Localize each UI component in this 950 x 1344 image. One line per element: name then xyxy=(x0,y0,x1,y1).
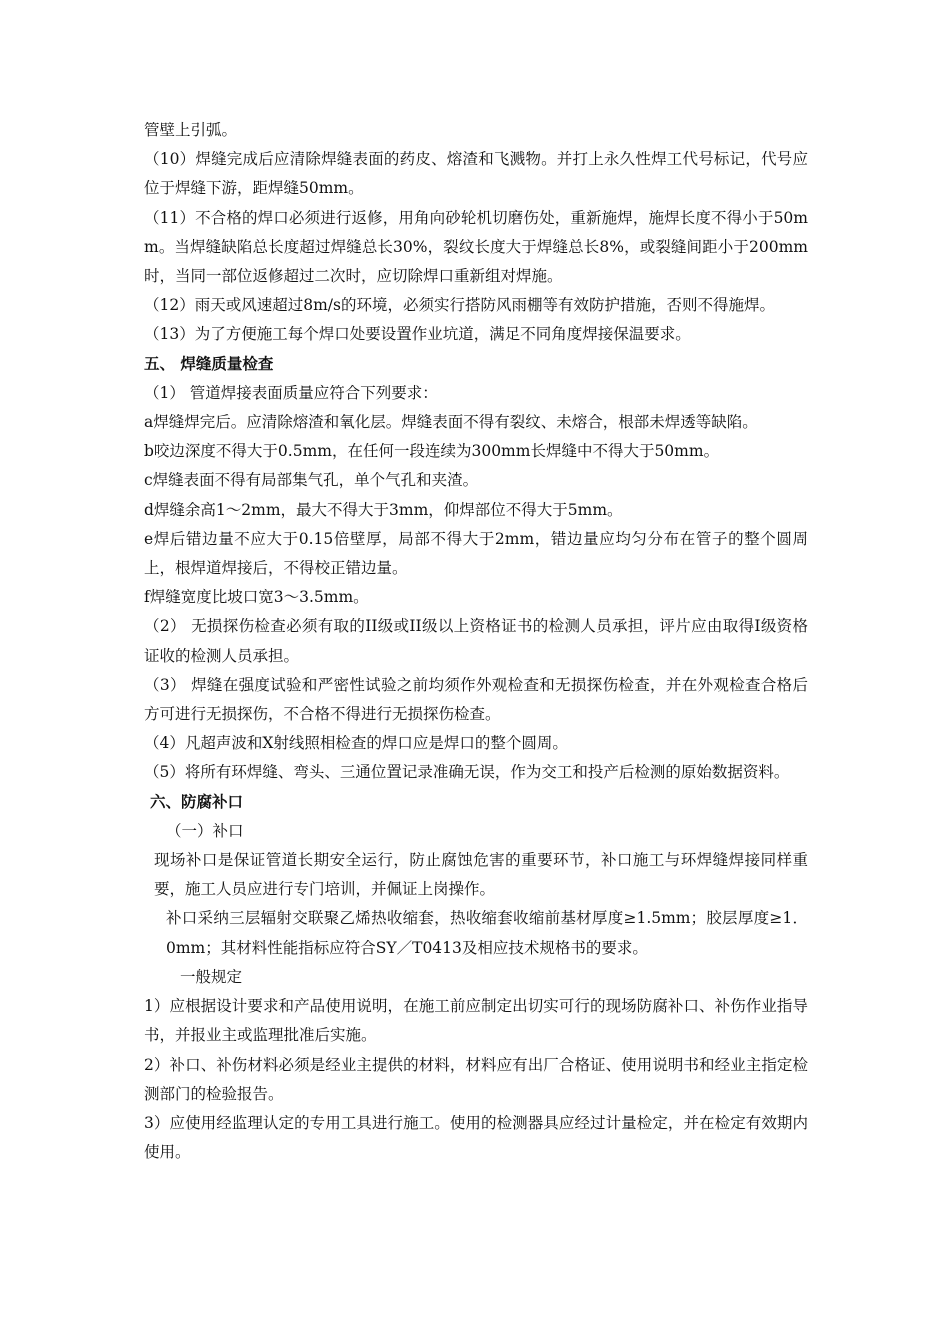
paragraph-item-12: （12）雨天或风速超过8m/s的环境，必须实行搭防风雨棚等有效防护措施，否则不得施焊。 xyxy=(144,296,775,315)
paragraph-joint-material: 补口采纳三层辐射交联聚乙烯热收缩套，热收缩套收缩前基材厚度≥1.5mm；胶层厚度≥1．0mm；其材料性能指标应符合SY／T0413及相应技术规格书的要求。 xyxy=(166,909,808,957)
paragraph-item-10: （10）焊缝完成后应清除焊缝表面的药皮、熔渣和飞溅物。并打上永久性焊工代号标记，代号应位于焊缝下游，距焊缝50mm。 xyxy=(144,150,808,198)
paragraph-quality-c: c焊缝表面不得有局部集气孔，单个气孔和夹渣。 xyxy=(144,471,479,490)
paragraph-quality-b: b咬边深度不得大于0.5mm，在任何一段连续为300mm长焊缝中不得大于50mm。 xyxy=(144,442,720,461)
section-heading-anticorrosion: 六、防腐补口 xyxy=(150,792,244,811)
paragraph-quality-f: f焊缝宽度比坡口宽3～3.5mm。 xyxy=(144,588,369,607)
paragraph-rule-3: 3）应使用经监理认定的专用工具进行施工。使用的检测器具应经过计量检定，并在检定有效期内使用。 xyxy=(144,1113,808,1162)
paragraph-quality-d: d焊缝余高1～2mm，最大不得大于3mm，仰焊部位不得大于5mm。 xyxy=(144,500,623,519)
paragraph-item-13: （13）为了方便施工每个焊口处要设置作业坑道，满足不同角度焊接保温要求。 xyxy=(144,325,691,344)
paragraph-quality-e: e焊后错边量不应大于0.15倍壁厚，局部不得大于2mm，错边量应均匀分布在管子的整个圆周上，根焊道焊接后，不得校正错边量。 xyxy=(144,529,808,578)
paragraph-joint-intro: 现场补口是保证管道长期安全运行，防止腐蚀危害的重要环节，补口施工与环焊缝焊接同样重要，施工人员应进行专门培训，并佩证上岗操作。 xyxy=(154,851,808,899)
paragraph-quality-4: （4）凡超声波和X射线照相检查的焊口应是焊口的整个圆周。 xyxy=(144,734,568,753)
paragraph-quality-3: （3） 焊缝在强度试验和严密性试验之前均须作外观检查和无损探伤检查，并在外观检查合格后方可进行无损探伤，不合格不得进行无损探伤检查。 xyxy=(144,675,808,724)
paragraph-quality-1: （1） 管道焊接表面质量应符合下列要求： xyxy=(144,383,438,402)
paragraph-wall-arc: 管壁上引弧。 xyxy=(144,121,238,139)
paragraph-rule-2: 2）补口、补伤材料必须是经业主提供的材料，材料应有出厂合格证、使用说明书和经业主指定检测部门的检验报告。 xyxy=(144,1055,808,1103)
paragraph-item-11: （11）不合格的焊口必须进行返修，用角向砂轮机切磨伤处，重新施焊，施焊长度不得小于50mm。当焊缝缺陷总长度超过焊缝总长30%，裂纹长度大于焊缝总长8%，或裂缝间距小于200mm时，当同一部位返修超过二次时，应切除焊口重新组对焊施。 xyxy=(144,208,808,286)
paragraph-quality-5: （5）将所有环焊缝、弯头、三通位置记录准确无误，作为交工和投产后检测的原始数据资料。 xyxy=(144,763,790,782)
paragraph-rule-1: 1）应根据设计要求和产品使用说明，在施工前应制定出切实可行的现场防腐补口、补伤作业指导书，并报业主或监理批准后实施。 xyxy=(144,997,808,1045)
subheading-general-rules: 一般规定 xyxy=(180,967,243,986)
document-page xyxy=(144,116,808,1167)
section-heading-weld-quality: 五、 焊缝质量检查 xyxy=(144,354,274,373)
subheading-joint-coating: （一）补口 xyxy=(166,821,244,840)
paragraph-quality-a: a焊缝焊完后。应清除熔渣和氧化层。焊缝表面不得有裂纹、未熔合，根部未焊透等缺陷。 xyxy=(144,413,758,432)
paragraph-quality-2: （2） 无损探伤检查必须有取的II级或II级以上资格证书的检测人员承担，评片应由取得I级资格证收的检测人员承担。 xyxy=(144,617,808,665)
